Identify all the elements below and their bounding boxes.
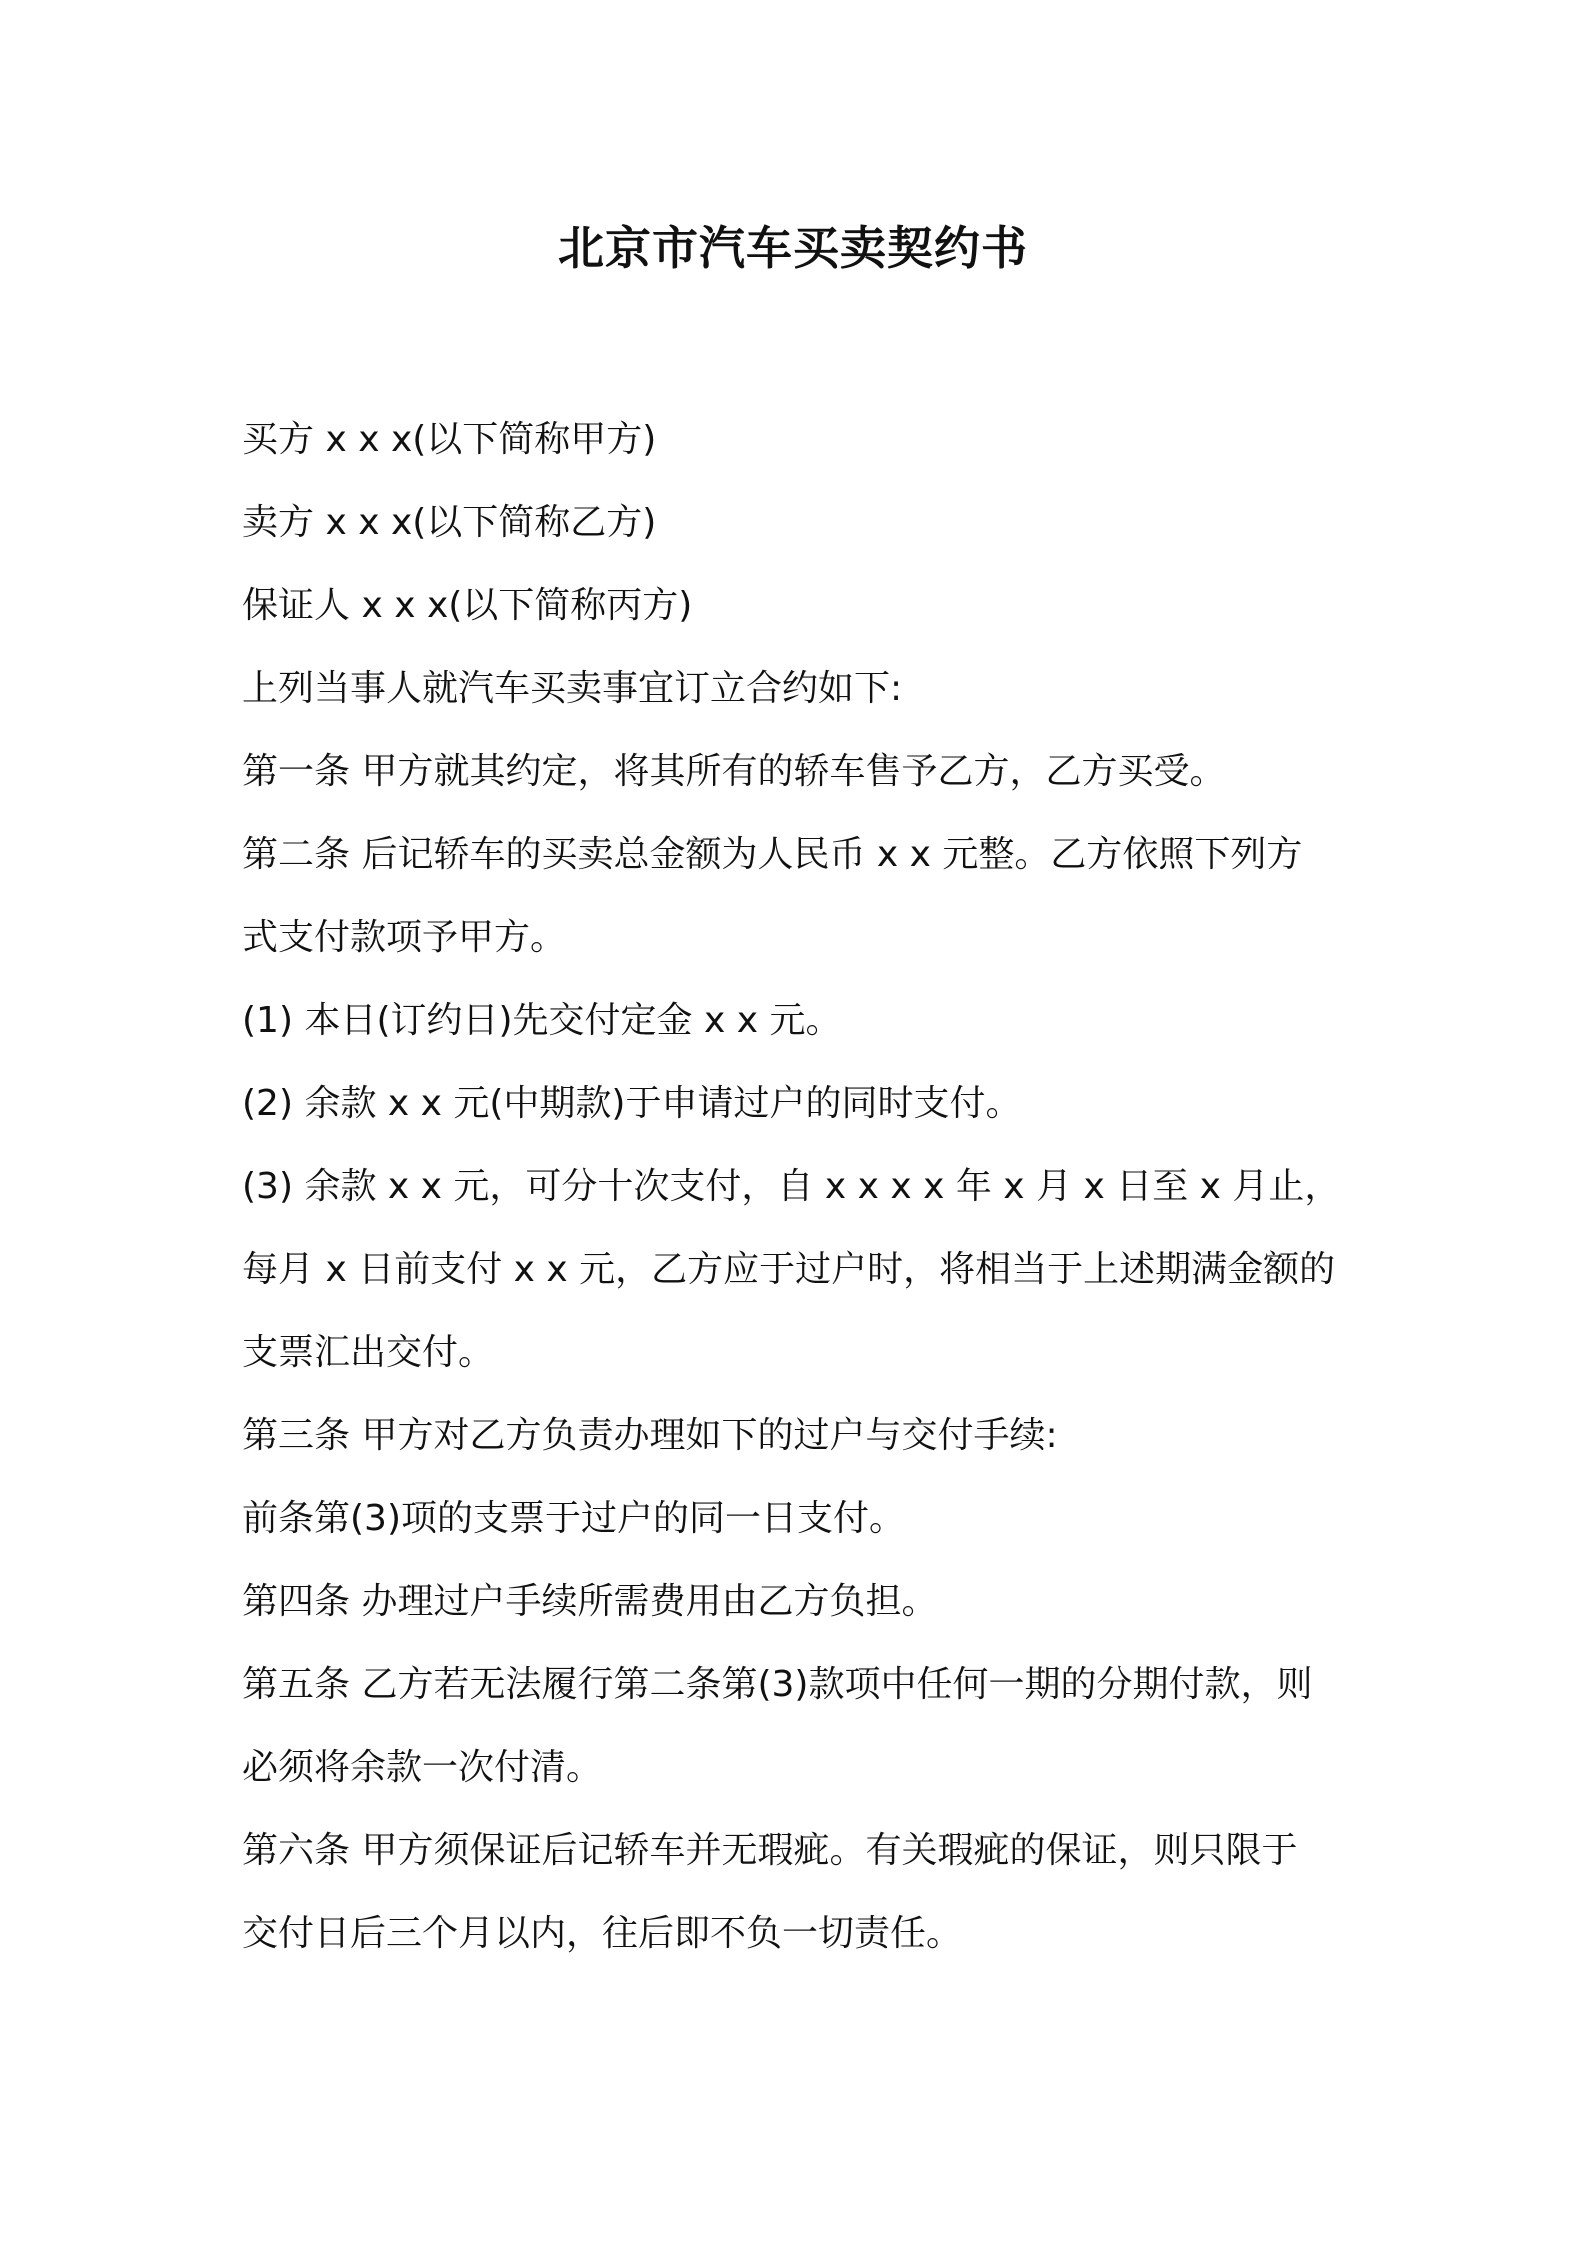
document-body	[242, 398, 1362, 1975]
article-2-continued-line: 式支付款项予甲方。	[242, 917, 567, 958]
article-5-continued-line: 必须将余款一次付清。	[242, 1747, 603, 1788]
party-seller-line: 卖方 x x x(以下简称乙方)	[242, 502, 657, 543]
article-6-continued-line: 交付日后三个月以内，往后即不负一切责任。	[242, 1913, 963, 1954]
article-5-line: 第五条 乙方若无法履行第二条第(3)款项中任何一期的分期付款，则	[242, 1664, 1313, 1705]
article-6-line: 第六条 甲方须保证后记轿车并无瑕疵。有关瑕疵的保证，则只限于	[242, 1830, 1298, 1871]
party-guarantor-line: 保证人 x x x(以下简称丙方)	[242, 585, 693, 626]
article-3-line: 第三条 甲方对乙方负责办理如下的过户与交付手续:	[242, 1415, 1058, 1456]
document-title: 北京市汽车买卖契约书	[558, 221, 1028, 275]
article-1-line: 第一条 甲方就其约定，将其所有的轿车售予乙方，乙方买受。	[242, 751, 1226, 792]
article-2-line: 第二条 后记轿车的买卖总金额为人民币 x x 元整。乙方依照下列方	[242, 834, 1303, 875]
article-4-line: 第四条 办理过户手续所需费用由乙方负担。	[242, 1581, 938, 1622]
payment-item-3-end-line: 支票汇出交付。	[242, 1332, 495, 1373]
article-3-continued-line: 前条第(3)项的支票于过户的同一日支付。	[242, 1498, 905, 1539]
payment-item-3-continued-line: 每月 x 日前支付 x x 元，乙方应于过户时，将相当于上述期满金额的	[242, 1249, 1336, 1290]
payment-item-3-line: (3) 余款 x x 元，可分十次支付，自 x x x x 年 x 月 x 日至 x 月止，	[242, 1166, 1341, 1207]
payment-item-1-line: (1) 本日(订约日)先交付定金 x x 元。	[242, 1000, 842, 1041]
preamble-line: 上列当事人就汽车买卖事宜订立合约如下:	[242, 668, 903, 709]
party-buyer-line: 买方 x x x(以下简称甲方)	[242, 419, 657, 460]
payment-item-2-line: (2) 余款 x x 元(中期款)于申请过户的同时支付。	[242, 1083, 1022, 1124]
